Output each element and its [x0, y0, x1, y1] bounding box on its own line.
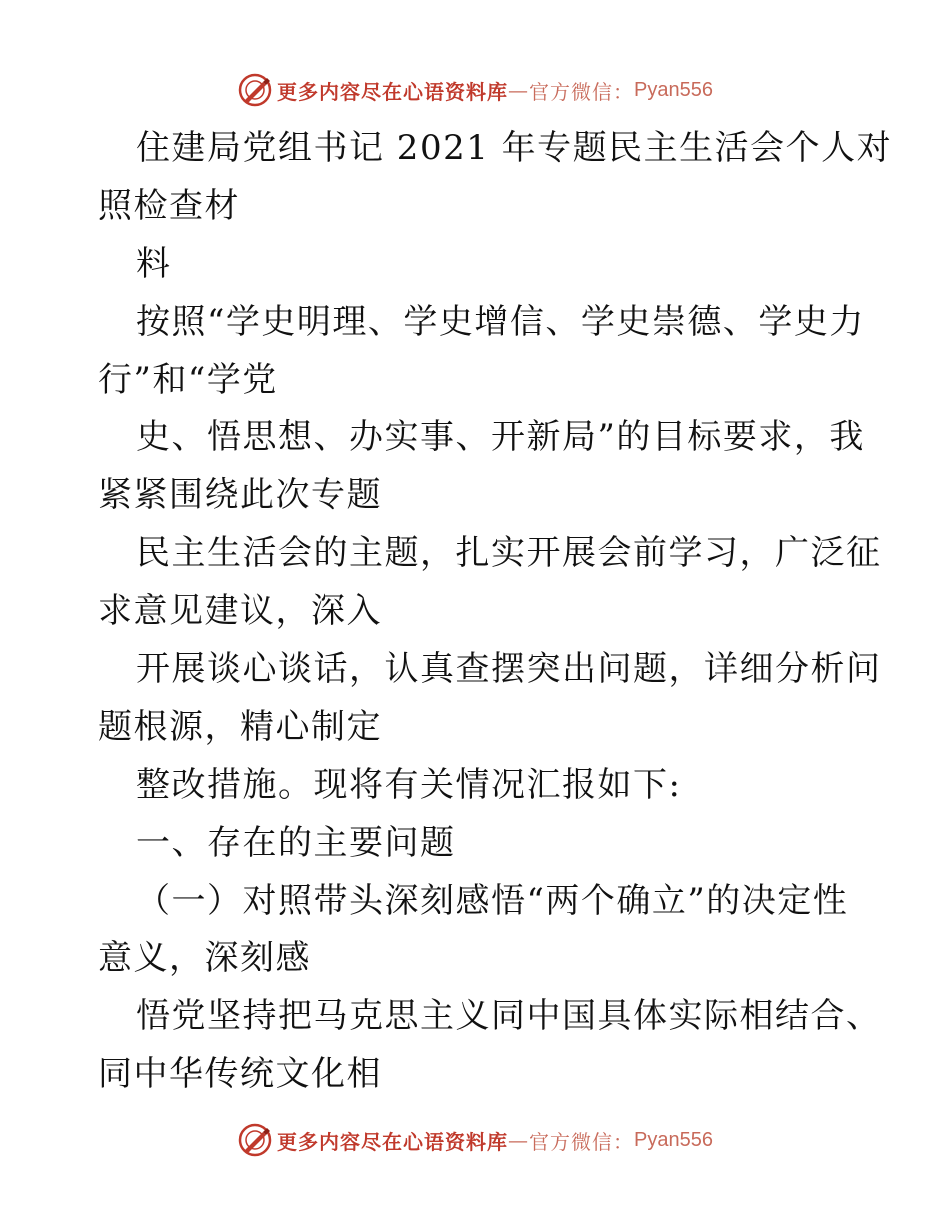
- document-body: [98, 120, 893, 1104]
- footer-banner: [0, 1118, 950, 1162]
- paragraph-line: 悟党坚持把马克思主义同中国具体实际相结合、: [136, 996, 882, 1037]
- paragraph-line: 紧紧围绕此次专题: [98, 475, 382, 516]
- footer-dash: —: [508, 1128, 530, 1152]
- footer-brand-text: 更多内容尽在心语资料库: [277, 1129, 509, 1154]
- paragraph-line: 行”和“学党: [98, 359, 278, 400]
- paragraph-line: 求意见建议，深入: [98, 591, 382, 632]
- paragraph-line: 题根源，精心制定: [98, 706, 382, 747]
- paragraph-line: 民主生活会的主题，扎实开展会前学习，广泛征: [136, 533, 882, 574]
- footer-wechat-id: Pyan556: [634, 1128, 713, 1151]
- document-title-line-2: 照检查材: [98, 185, 240, 226]
- paragraph-line: 同中华传统文化相: [98, 1054, 382, 1095]
- header-wechat-label: 官方微信：: [529, 79, 635, 104]
- paragraph-line: 史、悟思想、办实事、开新局”的目标要求，我: [136, 417, 865, 458]
- document-title-line-3: 料: [136, 243, 172, 284]
- pen-logo-icon: [237, 72, 273, 108]
- footer-wechat-label: 官方微信：: [529, 1129, 635, 1154]
- subsection-heading-line: 意义，深刻感: [98, 938, 311, 979]
- paragraph-line: 整改措施。现将有关情况汇报如下:: [136, 764, 682, 805]
- header-brand-text: 更多内容尽在心语资料库: [277, 79, 509, 104]
- subsection-heading-line: （一）对照带头深刻感悟“两个确立”的决定性: [136, 880, 849, 921]
- section-heading: 一、存在的主要问题: [136, 822, 456, 863]
- paragraph-line: 按照“学史明理、学史增信、学史崇德、学史力: [136, 301, 865, 342]
- header-dash: —: [508, 78, 530, 102]
- paragraph-line: 开展谈心谈话，认真查摆突出问题，详细分析问: [136, 649, 882, 690]
- pen-logo-icon: [237, 1122, 273, 1158]
- header-banner: [0, 68, 950, 112]
- document-title-line-1: 住建局党组书记 2021 年专题民主生活会个人对: [136, 128, 893, 168]
- header-wechat-id: Pyan556: [634, 78, 713, 101]
